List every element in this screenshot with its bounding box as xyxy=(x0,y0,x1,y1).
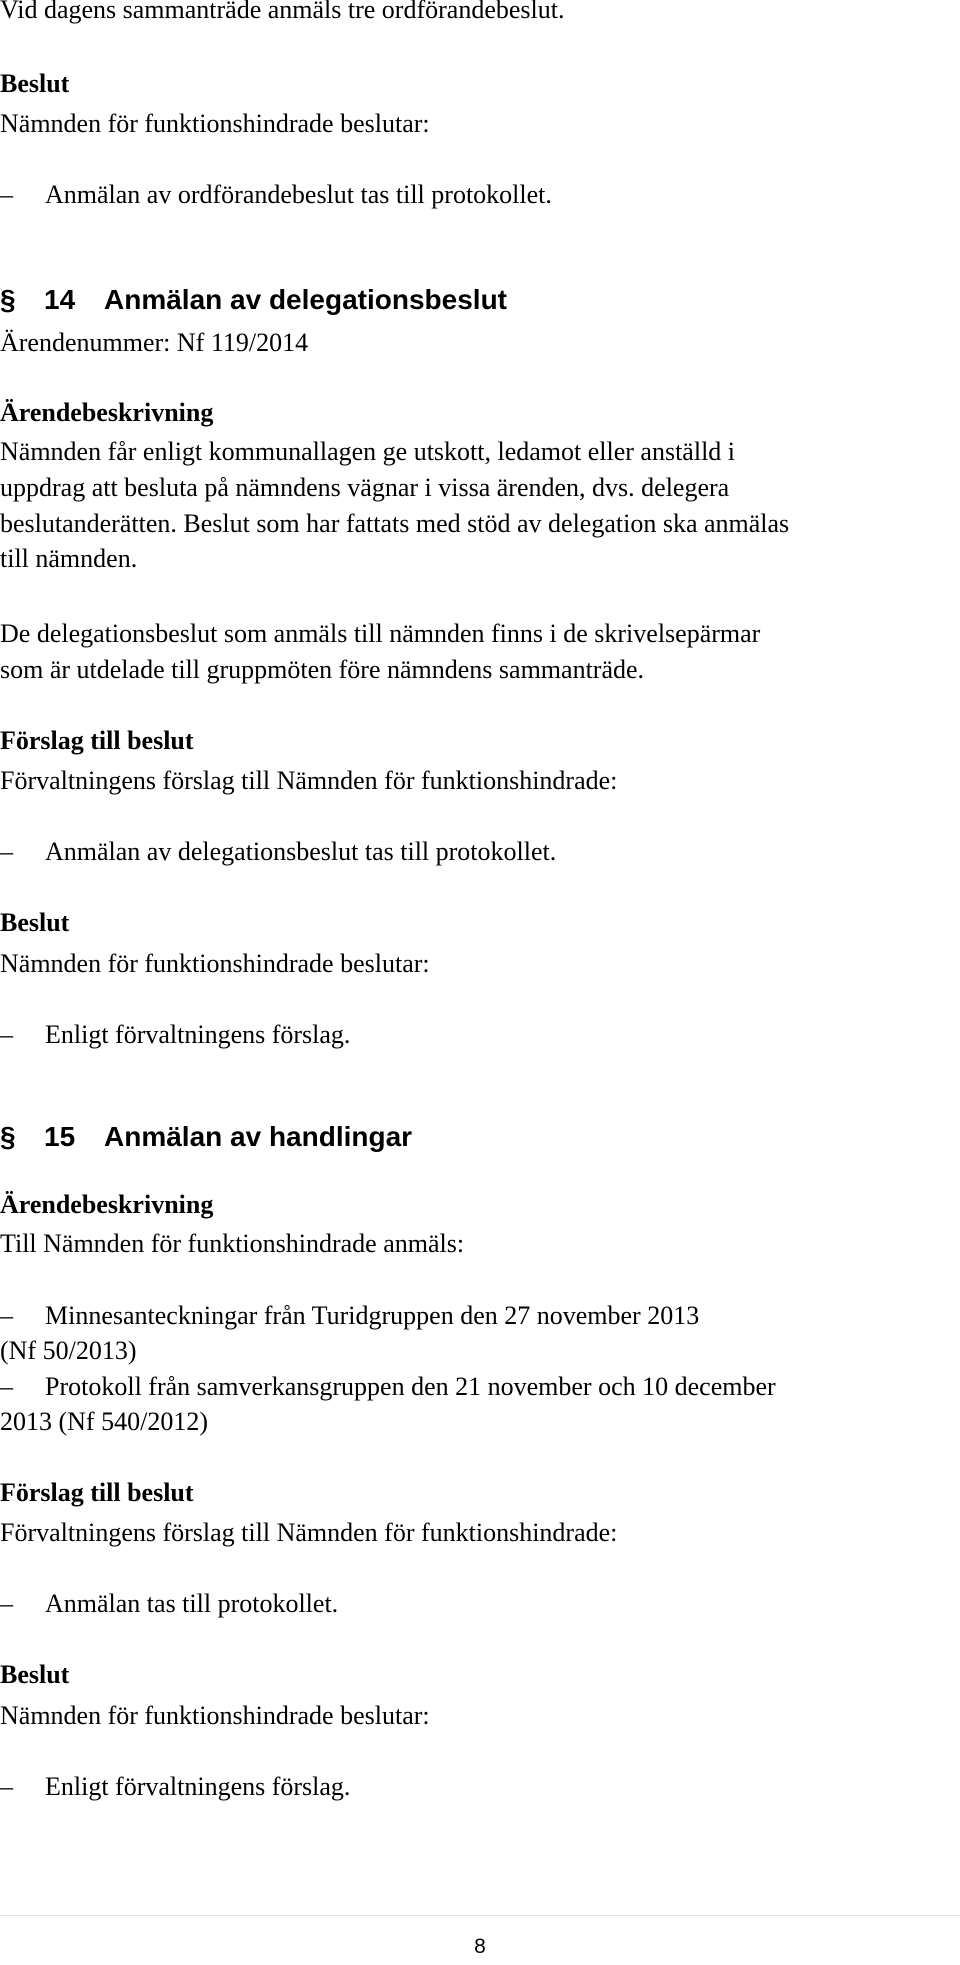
section-heading-14 xyxy=(0,282,960,318)
dash-glyph: – xyxy=(0,1020,13,1049)
dash-glyph: – xyxy=(0,1589,13,1618)
section-title: Anmälan av delegationsbeslut xyxy=(104,284,507,315)
list-item-text: Anmälan av delegationsbeslut tas till protokollet. xyxy=(45,837,557,866)
list-item xyxy=(0,1769,960,1805)
beslut-heading: Beslut xyxy=(0,908,70,937)
list-item xyxy=(0,1369,960,1405)
list-item-text: Anmälan tas till protokollet. xyxy=(45,1589,339,1618)
list-item-text: Minnesanteckningar från Turidgruppen den 27 november 2013 xyxy=(45,1301,700,1330)
section-title: Anmälan av handlingar xyxy=(104,1121,413,1152)
forslag-heading: Förslag till beslut xyxy=(0,1478,194,1507)
section-symbol: § xyxy=(0,1121,16,1152)
dash-glyph: – xyxy=(0,1772,13,1801)
paragraph-line: som är utdelade till gruppmöten före nämndens sammanträde. xyxy=(0,655,645,684)
forslag-intro: Förvaltningens förslag till Nämnden för funktionshindrade: xyxy=(0,766,618,795)
intro-text: Vid dagens sammanträde anmäls tre ordförandebeslut. xyxy=(0,0,565,24)
list-item-text: Enligt förvaltningens förslag. xyxy=(45,1772,351,1801)
dash-glyph: – xyxy=(0,180,13,209)
list-item xyxy=(0,1017,960,1053)
list-item-text: Enligt förvaltningens förslag. xyxy=(45,1020,351,1049)
paragraph-line: De delegationsbeslut som anmäls till nämnden finns i de skrivelsepärmar xyxy=(0,619,761,648)
list-item xyxy=(0,834,960,870)
beskrivning-heading: Ärendebeskrivning xyxy=(0,398,214,427)
beslut-heading: Beslut xyxy=(0,69,70,98)
beslut-heading: Beslut xyxy=(0,1660,70,1689)
dash-glyph: – xyxy=(0,1372,13,1401)
beskrivning-intro: Till Nämnden för funktionshindrade anmäls: xyxy=(0,1229,465,1258)
section-heading-15 xyxy=(0,1119,960,1155)
paragraph-line: beslutanderätten. Beslut som har fattats med stöd av delegation ska anmälas xyxy=(0,509,790,538)
list-item-text: Protokoll från samverkansgruppen den 21 november och 10 december xyxy=(45,1372,776,1401)
beskrivning-heading: Ärendebeskrivning xyxy=(0,1190,214,1219)
dash-glyph: – xyxy=(0,1301,13,1330)
beslut-intro: Nämnden för funktionshindrade beslutar: xyxy=(0,949,430,978)
list-item-continuation: 2013 (Nf 540/2012) xyxy=(0,1407,208,1436)
paragraph-line: till nämnden. xyxy=(0,544,138,573)
list-item xyxy=(0,1298,960,1334)
forslag-heading: Förslag till beslut xyxy=(0,726,194,755)
beslut-intro: Nämnden för funktionshindrade beslutar: xyxy=(0,1701,430,1730)
page-number: 8 xyxy=(474,1935,486,1958)
case-number: Ärendenummer: Nf 119/2014 xyxy=(0,328,309,357)
list-item xyxy=(0,177,960,213)
list-item-text: Anmälan av ordförandebeslut tas till protokollet. xyxy=(45,180,552,209)
section-symbol: § xyxy=(0,284,16,315)
paragraph-line: uppdrag att besluta på nämndens vägnar i vissa ärenden, dvs. delegera xyxy=(0,473,730,502)
list-item-continuation: (Nf 50/2013) xyxy=(0,1336,137,1365)
page-divider xyxy=(0,1915,960,1916)
beslut-intro: Nämnden för funktionshindrade beslutar: xyxy=(0,109,430,138)
section-number: 14 xyxy=(44,284,76,315)
dash-glyph: – xyxy=(0,837,13,866)
paragraph-line: Nämnden får enligt kommunallagen ge utskott, ledamot eller anställd i xyxy=(0,437,736,466)
list-item xyxy=(0,1586,960,1622)
section-number: 15 xyxy=(44,1121,76,1152)
forslag-intro: Förvaltningens förslag till Nämnden för funktionshindrade: xyxy=(0,1518,618,1547)
